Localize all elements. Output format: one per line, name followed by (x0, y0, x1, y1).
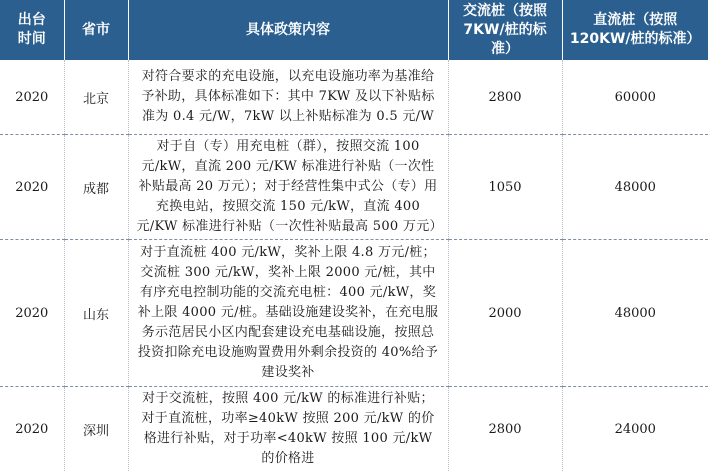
cell-dc-subsidy: 60000 (562, 60, 708, 135)
header-policy: 具体政策内容 (128, 0, 448, 60)
cell-ac-subsidy: 2800 (448, 387, 562, 471)
cell-policy: 对于直流桩 400 元/kW，奖补上限 4.8 万元/桩；交流桩 300 元/kW，奖补上限 2000 元/桩，其中有序充电控制功能的交流充电桩：400 元/kW，奖补上限 4000 元/桩。基础设施建设奖补，在充电服务示范居民小区内配套建设充电基础设施，按照总投资扣除充电设施购置费用外剩余投资的 40%给予建设奖补 (128, 240, 448, 387)
cell-policy: 对符合要求的充电设施，以充电设施功率为基准给予补助，具体标准如下：其中 7KW 及以下补贴标准为 0.4 元/W，7kW 以上补贴标准为 0.5 元/W (128, 60, 448, 135)
cell-year: 2020 (0, 387, 64, 471)
cell-dc-subsidy: 24000 (562, 387, 708, 471)
cell-dc-subsidy: 48000 (562, 135, 708, 240)
header-city: 省市 (64, 0, 128, 60)
table-row (0, 240, 708, 387)
cell-city: 深圳 (64, 387, 128, 471)
cell-dc-subsidy: 48000 (562, 240, 708, 387)
header-time: 出台 时间 (0, 0, 64, 60)
table-row (0, 60, 708, 135)
cell-ac-subsidy: 2000 (448, 240, 562, 387)
cell-policy: 对于交流桩，按照 400 元/kW 的标准进行补贴；对于直流桩，功率≥40kW 按照 200 元/kW 的价格进行补贴，对于功率<40kW 按照 100 元/kW 的价格进 (128, 387, 448, 471)
cell-year: 2020 (0, 135, 64, 240)
table-header-row (0, 0, 708, 60)
header-ac-pile: 交流桩（按照 7KW/桩的标 准） (448, 0, 562, 60)
cell-policy: 对于自（专）用充电桩（群），按照交流 100 元/kW，直流 200 元/KW 标准进行补贴（一次性补贴最高 20 万元）；对于经营性集中式公（专）用充换电站，按照交流 150 元/kW，直流 400 元/KW 标准进行补贴（一次性补贴最高 500 万元） (128, 135, 448, 240)
cell-city: 山东 (64, 240, 128, 387)
cell-ac-subsidy: 1050 (448, 135, 562, 240)
cell-ac-subsidy: 2800 (448, 60, 562, 135)
cell-year: 2020 (0, 240, 64, 387)
cell-city: 成都 (64, 135, 128, 240)
cell-year: 2020 (0, 60, 64, 135)
header-dc-pile: 直流桩（按照 120KW/桩的标准） (562, 0, 708, 60)
table-row (0, 387, 708, 471)
cell-city: 北京 (64, 60, 128, 135)
table-row (0, 135, 708, 240)
